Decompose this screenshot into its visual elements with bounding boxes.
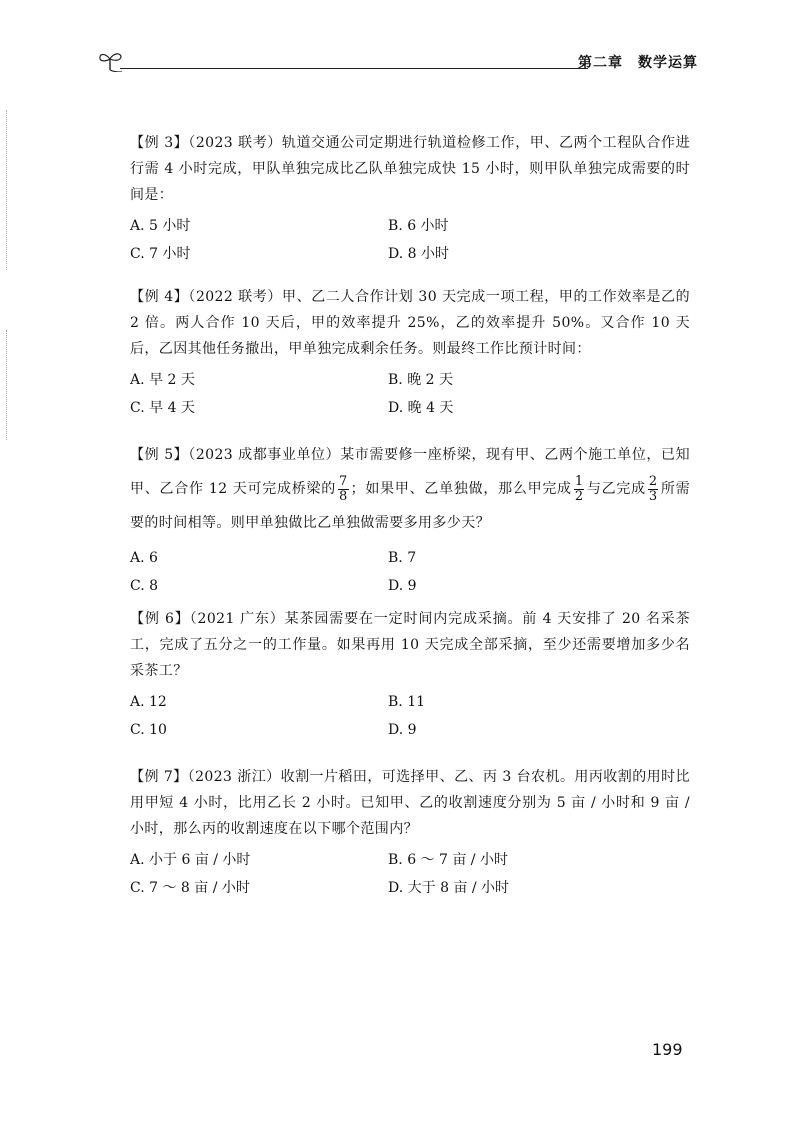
option-c: C. 7 小时 <box>130 246 191 262</box>
question-text: 轨道交通公司定期进行轨道检修工作，甲、乙两个工程队合作进行需 4 小时完成，甲队单独完成比乙队单独完成快 15 小时，则甲队单独完成需要的时间是： <box>130 135 690 203</box>
page-header <box>98 46 698 76</box>
option-a: A. 早 2 天 <box>130 372 195 388</box>
option-a: A. 6 <box>130 550 158 566</box>
question-label: 【例 3】 <box>130 135 189 151</box>
option-b: B. 6 小时 <box>388 218 449 234</box>
option-d: D. 大于 8 亩 / 小时 <box>388 880 510 896</box>
question-label: 【例 7】 <box>130 769 188 785</box>
option-a: A. 小于 6 亩 / 小时 <box>130 852 251 868</box>
question-source: （2023 联考） <box>188 135 282 151</box>
option-d: D. 8 小时 <box>388 246 449 262</box>
sprout-icon <box>98 50 124 76</box>
question-example-6 <box>130 606 690 744</box>
option-d: D. 9 <box>388 722 417 738</box>
option-c: C. 10 <box>130 722 167 738</box>
question-label: 【例 6】 <box>130 611 190 627</box>
question-source: （2023 浙江） <box>187 769 281 785</box>
question-label: 【例 4】 <box>130 289 189 305</box>
question-text: 甲、乙二人合作计划 30 天完成一项工程，甲的工作效率是乙的 2 倍。两人合作 10 天后，甲的效率提升 25%，乙的效率提升 50%。又合作 10 天后，乙因其他任务撤出，甲单独完成剩余任务。则最终工作比预计时间： <box>130 289 691 357</box>
option-b: B. 7 <box>388 550 417 566</box>
question-text-part-2: ；如果甲、乙单独做，那么甲完成 <box>350 481 572 497</box>
option-b: B. 6 ～ 7 亩 / 小时 <box>388 852 508 868</box>
fraction-seven-eighths: $\frac{7}{8}$ <box>338 473 348 504</box>
question-text-part-4: 所需要的时间相等。则甲单独做比乙单独做需要多用多少天？ <box>130 481 690 531</box>
option-b: B. 晚 2 天 <box>388 372 453 388</box>
option-a: A. 12 <box>130 694 167 710</box>
question-example-7 <box>130 764 690 902</box>
option-d: D. 9 <box>388 578 417 594</box>
question-text: 某茶园需要在一定时间内完成采摘。前 4 天安排了 20 名采茶工，完成了五分之一的工作量。如果再用 10 天完成全部采摘，至少还需要增加多少名采茶工？ <box>130 611 691 679</box>
margin-dots-bottom <box>6 330 9 440</box>
header-rule <box>120 68 588 69</box>
question-source: （2021 广东） <box>189 611 285 627</box>
question-example-5 <box>130 438 690 600</box>
question-label: 【例 5】 <box>130 447 189 463</box>
question-source: （2023 成都事业单位） <box>188 447 341 463</box>
fraction-two-thirds: $\frac{2}{3}$ <box>648 473 658 504</box>
option-b: B. 11 <box>388 694 426 710</box>
chapter-title: 第二章 数学运算 <box>578 55 698 71</box>
option-a: A. 5 小时 <box>130 218 191 234</box>
question-example-3 <box>130 130 690 268</box>
fraction-one-half: $\frac{1}{2}$ <box>574 473 584 504</box>
question-text-part-1: 某市需要修一座桥梁，现有甲、乙两个施工单位，已知甲、乙合作 12 天可完成桥梁的 <box>130 447 690 497</box>
option-c: C. 早 4 天 <box>130 400 195 416</box>
option-d: D. 晚 4 天 <box>388 400 454 416</box>
question-source: （2022 联考） <box>188 289 283 305</box>
question-example-4 <box>130 284 690 422</box>
question-text: 收割一片稻田，可选择甲、乙、丙 3 台农机。用丙收割的用时比用甲短 4 小时，比用乙长 2 小时。已知甲、乙的收割速度分别为 5 亩 / 小时和 9 亩 / 小时，那么丙的收割速度在以下哪个范围内？ <box>130 769 690 837</box>
option-c: C. 7 ～ 8 亩 / 小时 <box>130 880 250 896</box>
option-c: C. 8 <box>130 578 159 594</box>
question-text-part-3: 与乙完成 <box>586 481 646 497</box>
margin-dots-top <box>6 110 9 270</box>
page-number: 199 <box>652 1040 683 1059</box>
